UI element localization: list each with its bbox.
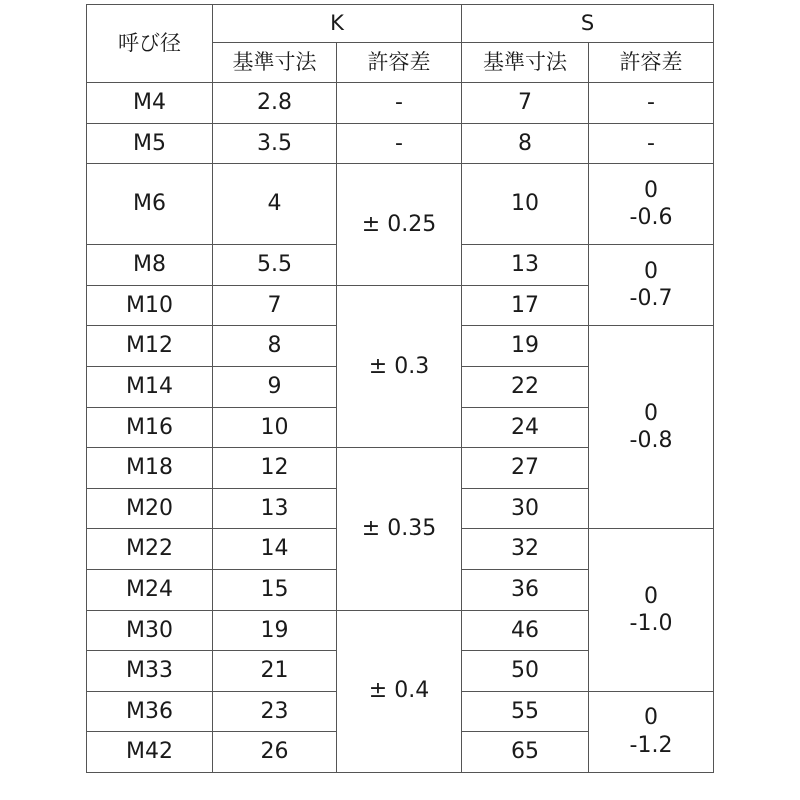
- s-value-cell: 10: [462, 164, 589, 245]
- k-group-header: K: [213, 5, 462, 43]
- s-tolerance-header: 許容差: [589, 43, 714, 83]
- k-value-cell: 5.5: [213, 245, 337, 286]
- size-cell: M4: [87, 83, 213, 124]
- size-cell: M14: [87, 366, 213, 407]
- table-row: [87, 123, 714, 164]
- k-value-cell: 15: [213, 569, 337, 610]
- k-value-cell: 8: [213, 326, 337, 367]
- s-value-cell: 17: [462, 285, 589, 326]
- s-value-cell: 8: [462, 123, 589, 164]
- size-cell: M22: [87, 529, 213, 570]
- size-cell: M16: [87, 407, 213, 448]
- table-row: [87, 164, 714, 245]
- k-value-cell: 23: [213, 691, 337, 732]
- size-cell: M42: [87, 732, 213, 773]
- k-tolerance-cell: -: [337, 83, 462, 124]
- k-value-cell: 21: [213, 651, 337, 692]
- tolerance-upper: 0: [644, 400, 658, 426]
- k-value-cell: 14: [213, 529, 337, 570]
- size-cell: M20: [87, 488, 213, 529]
- k-tolerance-header: 許容差: [337, 43, 462, 83]
- tolerance-upper: 0: [644, 705, 658, 731]
- k-tolerance-cell: ± 0.35: [337, 448, 462, 610]
- s-value-cell: 55: [462, 691, 589, 732]
- s-tolerance-cell: [589, 529, 714, 691]
- s-value-cell: 27: [462, 448, 589, 489]
- k-tolerance-cell: ± 0.25: [337, 164, 462, 286]
- size-cell: M36: [87, 691, 213, 732]
- k-tolerance-cell: ± 0.4: [337, 610, 462, 772]
- tolerance-lower: -1.2: [629, 732, 673, 758]
- s-value-cell: 22: [462, 366, 589, 407]
- size-cell: M30: [87, 610, 213, 651]
- size-cell: M12: [87, 326, 213, 367]
- tolerance-upper: 0: [644, 583, 658, 609]
- dimension-table: [86, 4, 714, 773]
- k-value-cell: 19: [213, 610, 337, 651]
- s-value-cell: 65: [462, 732, 589, 773]
- k-value-cell: 26: [213, 732, 337, 773]
- s-basic-header: 基準寸法: [462, 43, 589, 83]
- k-basic-header: 基準寸法: [213, 43, 337, 83]
- nominal-size-header: 呼び径: [87, 5, 213, 83]
- s-value-cell: 46: [462, 610, 589, 651]
- size-cell: M10: [87, 285, 213, 326]
- size-cell: M5: [87, 123, 213, 164]
- s-value-cell: 36: [462, 569, 589, 610]
- s-tolerance-cell: -: [589, 83, 714, 124]
- s-tolerance-cell: -: [589, 123, 714, 164]
- header-row-group: [87, 5, 714, 43]
- s-value-cell: 19: [462, 326, 589, 367]
- s-value-cell: 24: [462, 407, 589, 448]
- s-value-cell: 30: [462, 488, 589, 529]
- k-value-cell: 7: [213, 285, 337, 326]
- tolerance-lower: -0.7: [629, 286, 673, 312]
- tolerance-upper: 0: [644, 258, 658, 284]
- k-value-cell: 2.8: [213, 83, 337, 124]
- size-cell: M24: [87, 569, 213, 610]
- k-tolerance-cell: -: [337, 123, 462, 164]
- k-value-cell: 13: [213, 488, 337, 529]
- s-tolerance-cell: [589, 691, 714, 772]
- k-tolerance-cell: ± 0.3: [337, 285, 462, 447]
- s-value-cell: 32: [462, 529, 589, 570]
- s-tolerance-cell: [589, 164, 714, 245]
- k-value-cell: 12: [213, 448, 337, 489]
- s-value-cell: 50: [462, 651, 589, 692]
- size-cell: M18: [87, 448, 213, 489]
- s-group-header: S: [462, 5, 714, 43]
- tolerance-lower: -1.0: [629, 611, 673, 637]
- size-cell: M6: [87, 164, 213, 245]
- tolerance-upper: 0: [644, 177, 658, 203]
- s-value-cell: 13: [462, 245, 589, 286]
- k-value-cell: 9: [213, 366, 337, 407]
- k-value-cell: 3.5: [213, 123, 337, 164]
- s-tolerance-cell: [589, 245, 714, 326]
- s-tolerance-cell: [589, 326, 714, 529]
- table-row: [87, 83, 714, 124]
- size-cell: M8: [87, 245, 213, 286]
- tolerance-lower: -0.6: [629, 205, 673, 231]
- size-cell: M33: [87, 651, 213, 692]
- s-value-cell: 7: [462, 83, 589, 124]
- k-value-cell: 4: [213, 164, 337, 245]
- k-value-cell: 10: [213, 407, 337, 448]
- tolerance-lower: -0.8: [629, 428, 673, 454]
